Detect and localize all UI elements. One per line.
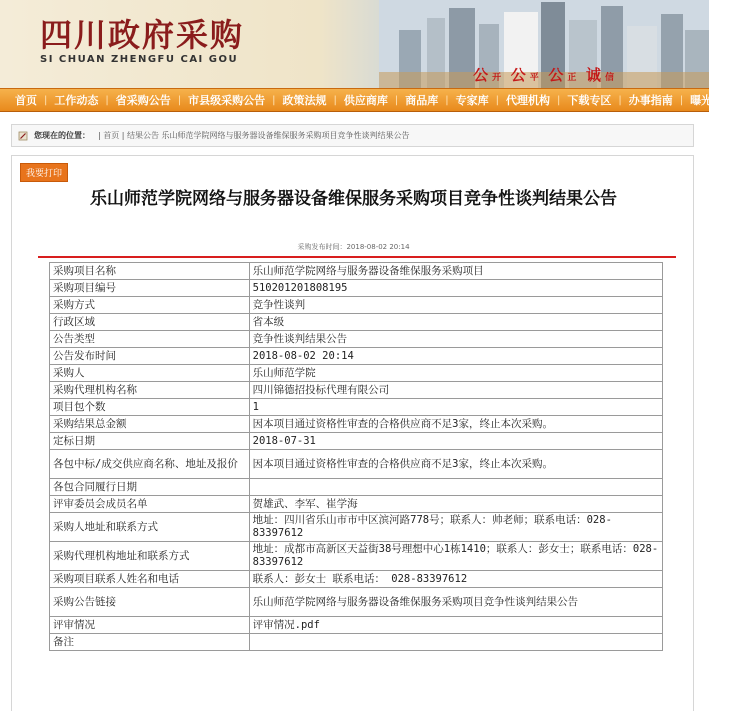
field-label: 行政区域 <box>50 314 250 331</box>
breadcrumb-path[interactable]: | 首页 | 结果公告 乐山师范学院网络与服务器设备维保服务采购项目竞争性谈判结果公告 <box>98 131 410 140</box>
field-label: 采购项目名称 <box>50 263 250 280</box>
field-value: 因本项目通过资格性审查的合格供应商不足3家，终止本次采购。 <box>249 416 662 433</box>
pencil-icon <box>18 131 28 141</box>
table-row <box>50 571 663 588</box>
field-label: 采购公告链接 <box>50 588 250 617</box>
table-row <box>50 280 663 297</box>
field-label: 采购人 <box>50 365 250 382</box>
field-label: 采购人地址和联系方式 <box>50 513 250 542</box>
field-label: 公告发布时间 <box>50 348 250 365</box>
field-value: 竞争性谈判 <box>249 297 662 314</box>
nav-item-provincial[interactable]: 省采购公告 <box>115 94 171 107</box>
header-banner <box>0 0 709 88</box>
field-value: 乐山师范学院 <box>249 365 662 382</box>
nav-item-city-county[interactable]: 市县级采购公告 <box>188 94 266 107</box>
field-value: 省本级 <box>249 314 662 331</box>
nav-item-home[interactable]: 首页 <box>15 94 37 107</box>
site-logo[interactable] <box>40 10 244 65</box>
field-label: 各包中标/成交供应商名称、地址及报价 <box>50 450 250 479</box>
field-label: 采购结果总金额 <box>50 416 250 433</box>
slogan-char: 信 <box>604 73 614 83</box>
field-link[interactable]: 评审情况.pdf <box>249 617 662 634</box>
nav-item-news[interactable]: 工作动态 <box>54 94 99 107</box>
nav-item-experts[interactable]: 专家库 <box>455 94 489 107</box>
table-row <box>50 433 663 450</box>
field-value: 2018-08-02 20:14 <box>249 348 662 365</box>
field-value: 因本项目通过资格性审查的合格供应商不足3家，终止本次采购。 <box>249 450 662 479</box>
field-value: 竞争性谈判结果公告 <box>249 331 662 348</box>
nav-item-policy[interactable]: 政策法规 <box>282 94 327 107</box>
field-label: 各包合同履行日期 <box>50 479 250 496</box>
publish-time: 采购发布时间：2018-08-02 20:14 <box>297 243 410 251</box>
field-value: 510201201808195 <box>249 280 662 297</box>
table-row <box>50 331 663 348</box>
announcement-table <box>49 262 663 651</box>
slogan-char: 开 <box>492 73 502 83</box>
field-value: 乐山师范学院网络与服务器设备维保服务采购项目 <box>249 263 662 280</box>
title-divider <box>38 256 676 258</box>
field-label: 采购代理机构地址和联系方式 <box>50 542 250 571</box>
logo-pinyin: SI CHUAN ZHENGFU CAI GOU <box>40 54 239 65</box>
page-title: 乐山师范学院网络与服务器设备维保服务采购项目竞争性谈判结果公告 <box>90 189 617 209</box>
field-value <box>249 634 662 651</box>
field-value: 贺雄武、李军、崔学海 <box>249 496 662 513</box>
field-label: 采购项目联系人姓名和电话 <box>50 571 250 588</box>
table-row <box>50 297 663 314</box>
table-row <box>50 348 663 365</box>
field-label: 评审情况 <box>50 617 250 634</box>
breadcrumb <box>11 124 694 147</box>
table-row <box>50 542 663 571</box>
nav-item-exposure[interactable]: 曝光台 <box>690 94 724 107</box>
table-row <box>50 399 663 416</box>
table-row <box>50 496 663 513</box>
table-row <box>50 513 663 542</box>
announcement-panel <box>11 155 694 711</box>
field-label: 采购代理机构名称 <box>50 382 250 399</box>
table-row <box>50 416 663 433</box>
table-row <box>50 365 663 382</box>
nav-item-products[interactable]: 商品库 <box>405 94 439 107</box>
field-label: 评审委员会成员名单 <box>50 496 250 513</box>
nav-item-agencies[interactable]: 代理机构 <box>506 94 550 107</box>
slogan-char: 平 <box>529 73 539 83</box>
field-label: 定标日期 <box>50 433 250 450</box>
field-label: 项目包个数 <box>50 399 250 416</box>
table-row <box>50 382 663 399</box>
table-row <box>50 617 663 634</box>
field-value: 联系人：彭女士 联系电话： 028-83397612 <box>249 571 662 588</box>
slogan <box>469 64 614 85</box>
field-value: 2018-07-31 <box>249 433 662 450</box>
field-label: 备注 <box>50 634 250 651</box>
nav-item-suppliers[interactable]: 供应商库 <box>343 94 388 107</box>
main-nav: 首页 | 工作动态 | 省采购公告 | 市县级采购公告 | 政策法规 | 供应商库 | 商品库 | 专家库 | 代理机构 | 下载专区 | 办事指南 | 曝光台 <box>0 88 709 112</box>
table-row <box>50 263 663 280</box>
logo-chinese: 四川政府采购 <box>40 16 245 54</box>
field-label: 公告类型 <box>50 331 250 348</box>
table-row <box>50 479 663 496</box>
field-value: 地址：四川省乐山市市中区滨河路778号；联系人：帅老师；联系电话：028-83397612 <box>249 513 662 542</box>
field-value: 1 <box>249 399 662 416</box>
field-label: 采购方式 <box>50 297 250 314</box>
field-value: 四川锦德招投标代理有限公司 <box>249 382 662 399</box>
print-button[interactable]: 我要打印 <box>20 163 68 182</box>
nav-item-downloads[interactable]: 下载专区 <box>567 94 612 107</box>
field-value: 地址：成都市高新区天益街38号理想中心1栋1410；联系人：彭女士；联系电话：028-83397612 <box>249 542 662 571</box>
table-row <box>50 634 663 651</box>
breadcrumb-label: 您现在的位置： <box>34 131 90 140</box>
slogan-char: 公 <box>510 66 526 84</box>
slogan-char: 正 <box>567 73 577 83</box>
table-row <box>50 588 663 617</box>
slogan-char: 公 <box>473 66 489 84</box>
field-label: 采购项目编号 <box>50 280 250 297</box>
table-row <box>50 450 663 479</box>
field-value <box>249 479 662 496</box>
table-row <box>50 314 663 331</box>
slogan-char: 公 <box>548 66 564 84</box>
slogan-char: 诚 <box>585 66 601 84</box>
field-link[interactable]: 乐山师范学院网络与服务器设备维保服务采购项目竞争性谈判结果公告 <box>249 588 662 617</box>
nav-item-guide[interactable]: 办事指南 <box>628 94 673 107</box>
